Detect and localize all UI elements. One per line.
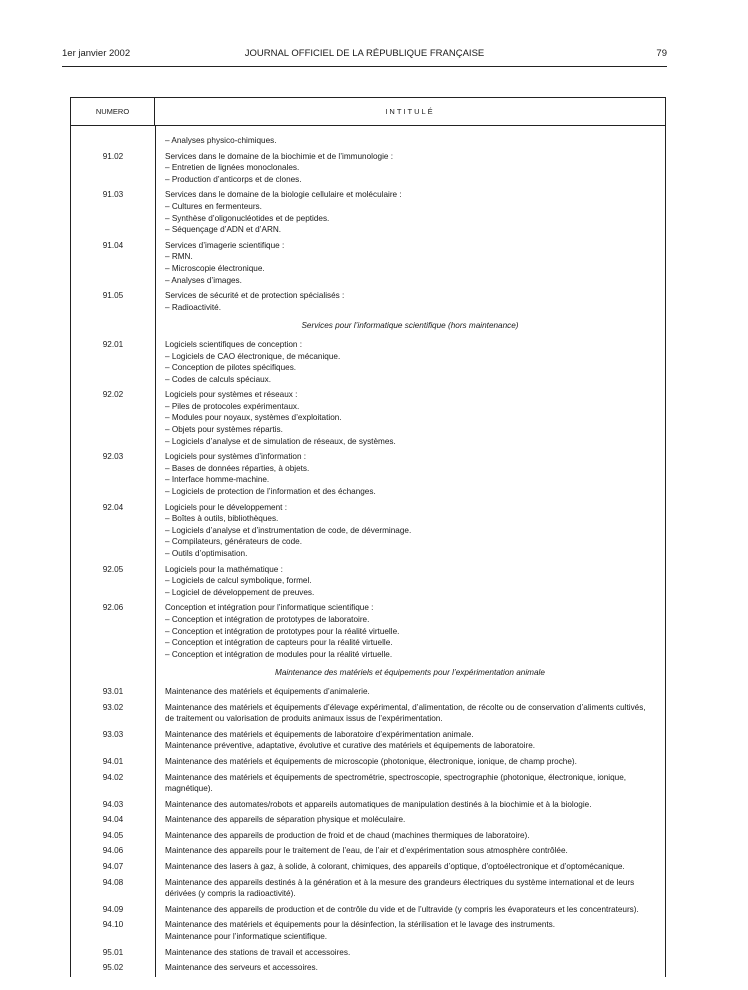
row-number: 94.08: [102, 877, 124, 887]
row-text: – Boîtes à outils, bibliothèques.: [165, 514, 279, 524]
table-row: [71, 189, 665, 201]
table-row: [71, 587, 665, 599]
row-text: – Production d’anticorps et de clones.: [165, 174, 302, 184]
table-row: [71, 931, 665, 943]
table-row: [71, 474, 665, 486]
table-header: [71, 98, 665, 126]
row-text: Maintenance des appareils pour le traitement de l’eau, de l’air et d’expérimentation sous atmosphère contrôlée.: [165, 846, 568, 856]
row-number: 94.10: [102, 920, 124, 930]
row-text: Maintenance des appareils de production de froid et de chaud (machines thermiques de laboratoire).: [165, 830, 530, 840]
row-text: – Modules pour noyaux, systèmes d’exploitation.: [165, 413, 342, 423]
row-number: [71, 275, 155, 287]
row-number: 92.02: [102, 390, 124, 400]
table-row: [71, 830, 665, 842]
row-text: Maintenance des matériels et équipements d’animalerie.: [165, 686, 370, 696]
row-text: Maintenance pour l’informatique scientifique.: [165, 932, 328, 942]
table-row: [71, 389, 665, 401]
row-text: Maintenance des matériels et équipements d’élevage expérimental, d’alimentation, de récolte ou de conservation d’aliments cultivés, de traitement ou valorisation de produits animaux issus de l’expérimentation.: [165, 702, 646, 724]
table-row: [71, 412, 665, 424]
row-number: 91.02: [102, 151, 124, 161]
row-text: Logiciels pour systèmes d’information :: [165, 452, 307, 462]
row-number: 94.03: [102, 799, 124, 809]
row-number: 94.06: [102, 846, 124, 856]
column-header-number: NUMERO: [71, 98, 155, 125]
row-number: 92.06: [102, 603, 124, 613]
header-title: JOURNAL OFFICIEL DE LA RÉPUBLIQUE FRANÇAISE: [244, 48, 485, 59]
row-text: – Analyses physico-chimiques.: [165, 136, 277, 145]
table-row: [71, 564, 665, 576]
table-row: [71, 502, 665, 514]
row-number: 91.04: [102, 240, 124, 250]
table-row: [71, 463, 665, 475]
row-text: – Séquençage d’ADN et d’ARN.: [165, 225, 282, 235]
row-number: [71, 374, 155, 386]
table-row: [71, 339, 665, 351]
row-text: Logiciels scientifiques de conception :: [165, 339, 302, 349]
row-text: Maintenance des matériels et équipements de laboratoire d’expérimentation animale.: [165, 729, 474, 739]
table-row: [71, 275, 665, 287]
row-text: Logiciels pour la mathématique :: [165, 564, 283, 574]
table-row: [71, 602, 665, 614]
row-text: Maintenance des matériels et équipements pour la désinfection, la stérilisation et le lavage des instruments.: [165, 920, 556, 930]
table-row: [71, 548, 665, 560]
row-text: – Outils d’optimisation.: [165, 549, 248, 558]
row-number: [71, 513, 155, 525]
row-text: Maintenance des serveurs et accessoires.: [165, 963, 318, 973]
row-text: – Logiciels d’analyse et de simulation de réseaux, de systèmes.: [165, 436, 396, 446]
row-number: [71, 362, 155, 374]
table-row: [71, 201, 665, 213]
row-text: Maintenance des automates/robots et appareils automatiques de manipulation destinés à la biochimie et à la biologie.: [165, 799, 592, 809]
row-number: [71, 525, 155, 537]
row-text: – Cultures en fermenteurs.: [165, 201, 262, 211]
column-header-title: INTITULÉ: [385, 107, 435, 116]
table-row: [71, 240, 665, 252]
table-body: [71, 135, 665, 974]
row-text: Logiciels pour le développement :: [165, 502, 287, 512]
table-row: [71, 151, 665, 163]
header-rule: [62, 66, 667, 67]
row-number: 92.05: [102, 564, 124, 574]
row-text: – Logiciel de développement de preuves.: [165, 587, 315, 597]
table-row: [71, 649, 665, 661]
row-number: [71, 463, 155, 475]
row-number: [71, 224, 155, 236]
row-number: [71, 931, 155, 943]
table-row: [71, 904, 665, 916]
row-number: 94.05: [102, 830, 124, 840]
table-row: [71, 919, 665, 931]
row-text: – Bases de données réparties, à objets.: [165, 463, 310, 473]
row-number: 92.03: [102, 452, 124, 462]
section-title: Maintenance des matériels et équipements pour l’expérimentation animale: [275, 668, 545, 678]
row-number: 93.02: [102, 702, 124, 712]
row-number: [71, 201, 155, 213]
page-header: [62, 48, 667, 62]
table-row: [71, 436, 665, 448]
row-number: [71, 548, 155, 560]
table-row: [71, 251, 665, 263]
row-text: – Synthèse d’oligonucléotides et de peptides.: [165, 213, 330, 223]
table-row: [71, 486, 665, 498]
row-number: [71, 587, 155, 599]
row-text: Logiciels pour systèmes et réseaux :: [165, 390, 298, 400]
row-number: [71, 424, 155, 436]
table-row: [71, 290, 665, 302]
row-text: Services dans le domaine de la biologie cellulaire et moléculaire :: [165, 190, 402, 200]
row-text: Services dans le domaine de la biochimie et de l’immunologie :: [165, 151, 394, 161]
row-number: [71, 474, 155, 486]
section-title: Services pour l’informatique scientifique (hors maintenance): [301, 321, 519, 331]
page-number: 79: [656, 48, 667, 59]
row-number: 91.05: [102, 291, 124, 301]
row-text: – Piles de protocoles expérimentaux.: [165, 401, 300, 411]
row-text: Maintenance préventive, adaptative, évolutive et curative des matériels et équipements de laboratoire.: [165, 741, 536, 751]
row-number: [71, 174, 155, 186]
table-row: [71, 374, 665, 386]
row-text: Maintenance des matériels et équipements de spectrométrie, spectroscopie, spectrographie (photonique, électronique, ionique, magnétique).: [165, 772, 627, 794]
row-number: [71, 263, 155, 275]
header-date: 1er janvier 2002: [62, 48, 131, 59]
table-row: [71, 637, 665, 649]
table-row: [71, 224, 665, 236]
row-number: 92.04: [102, 502, 124, 512]
row-text: – Codes de calculs spéciaux.: [165, 374, 272, 384]
row-number: [71, 614, 155, 626]
row-number: 94.01: [102, 756, 124, 766]
row-number: 95.01: [102, 947, 124, 957]
row-text: – RMN.: [165, 252, 193, 262]
row-text: – Conception et intégration de prototypes pour la réalité virtuelle.: [165, 626, 400, 636]
row-text: – Objets pour systèmes répartis.: [165, 425, 283, 435]
row-text: – Analyses d’images.: [165, 275, 242, 285]
table-row: [71, 729, 665, 741]
section-heading: [71, 667, 665, 679]
row-text: – Logiciels d’analyse et d’instrumentation de code, de déverminage.: [165, 525, 412, 535]
content-table: [70, 97, 666, 977]
table-row: [71, 575, 665, 587]
table-row: [71, 362, 665, 374]
row-text: – Conception et intégration de capteurs pour la réalité virtuelle.: [165, 638, 393, 648]
row-number: [71, 135, 155, 147]
row-number: [71, 637, 155, 649]
row-number: 94.07: [102, 862, 124, 872]
table-row: [71, 401, 665, 413]
table-row: [71, 814, 665, 826]
row-number: [71, 575, 155, 587]
row-number: [71, 436, 155, 448]
row-number: [71, 401, 155, 413]
table-row: [71, 799, 665, 811]
row-text: Maintenance des appareils de production et de contrôle du vide et de l’ultravide (y compris les évaporateurs et les concentrateurs).: [165, 904, 639, 914]
row-text: – Logiciels de CAO électronique, de mécanique.: [165, 351, 341, 361]
row-text: – Logiciels de calcul symbolique, formel.: [165, 576, 312, 586]
table-row: [71, 861, 665, 873]
row-number: [71, 740, 155, 752]
row-number: 92.01: [102, 339, 124, 349]
table-row: [71, 451, 665, 463]
table-row: [71, 302, 665, 314]
row-text: Maintenance des appareils destinés à la génération et à la mesure des grandeurs électriques du système international et de leurs dérivées (y compris la radioactivité).: [165, 877, 635, 899]
table-row: [71, 135, 665, 147]
row-text: – Microscopie électronique.: [165, 263, 265, 273]
row-number: 93.03: [102, 729, 124, 739]
row-text: – Interface homme-machine.: [165, 475, 270, 485]
row-text: Services d’imagerie scientifique :: [165, 240, 285, 250]
table-row: [71, 845, 665, 857]
row-number: 94.04: [102, 815, 124, 825]
row-text: – Logiciels de protection de l’information et des échanges.: [165, 487, 376, 497]
row-text: Services de sécurité et de protection spécialisés :: [165, 291, 345, 301]
table-row: [71, 740, 665, 752]
row-text: – Entretien de lignées monoclonales.: [165, 163, 300, 173]
table-row: [71, 174, 665, 186]
table-row: [71, 513, 665, 525]
table-row: [71, 614, 665, 626]
row-number: [71, 213, 155, 225]
table-row: [71, 772, 665, 795]
table-row: [71, 626, 665, 638]
row-number: 91.03: [102, 190, 124, 200]
table-row: [71, 162, 665, 174]
row-number: 95.02: [102, 963, 124, 973]
row-number: [71, 351, 155, 363]
table-row: [71, 424, 665, 436]
row-text: Maintenance des matériels et équipements de microscopie (photonique, électronique, ionique, de champ proche).: [165, 756, 577, 766]
row-text: – Conception et intégration de modules pour la réalité virtuelle.: [165, 649, 393, 659]
row-text: – Conception de pilotes spécifiques.: [165, 363, 297, 373]
row-number: 93.01: [102, 686, 124, 696]
row-number: 94.02: [102, 772, 124, 782]
table-row: [71, 962, 665, 974]
row-number: [71, 649, 155, 661]
row-text: Conception et intégration pour l’informatique scientifique :: [165, 603, 374, 613]
row-text: – Radioactivité.: [165, 302, 221, 312]
row-text: – Conception et intégration de prototypes de laboratoire.: [165, 614, 370, 624]
section-heading: [71, 320, 665, 332]
row-number: [71, 626, 155, 638]
table-row: [71, 947, 665, 959]
table-row: [71, 756, 665, 768]
row-number: [71, 162, 155, 174]
row-number: [71, 251, 155, 263]
table-row: [71, 877, 665, 900]
row-text: Maintenance des lasers à gaz, à solide, à colorant, chimiques, des appareils d’optique, d’optoélectronique et d’optomécanique.: [165, 862, 625, 872]
row-number: [71, 412, 155, 424]
row-text: – Compilateurs, générateurs de code.: [165, 537, 302, 547]
row-text: Maintenance des stations de travail et accessoires.: [165, 947, 351, 957]
row-number: 94.09: [102, 904, 124, 914]
table-row: [71, 525, 665, 537]
table-row: [71, 213, 665, 225]
row-number: [71, 536, 155, 548]
table-row: [71, 702, 665, 725]
row-number: [71, 302, 155, 314]
row-number: [71, 486, 155, 498]
table-row: [71, 686, 665, 698]
table-row: [71, 536, 665, 548]
table-row: [71, 263, 665, 275]
row-text: Maintenance des appareils de séparation physique et moléculaire.: [165, 815, 406, 825]
table-row: [71, 351, 665, 363]
